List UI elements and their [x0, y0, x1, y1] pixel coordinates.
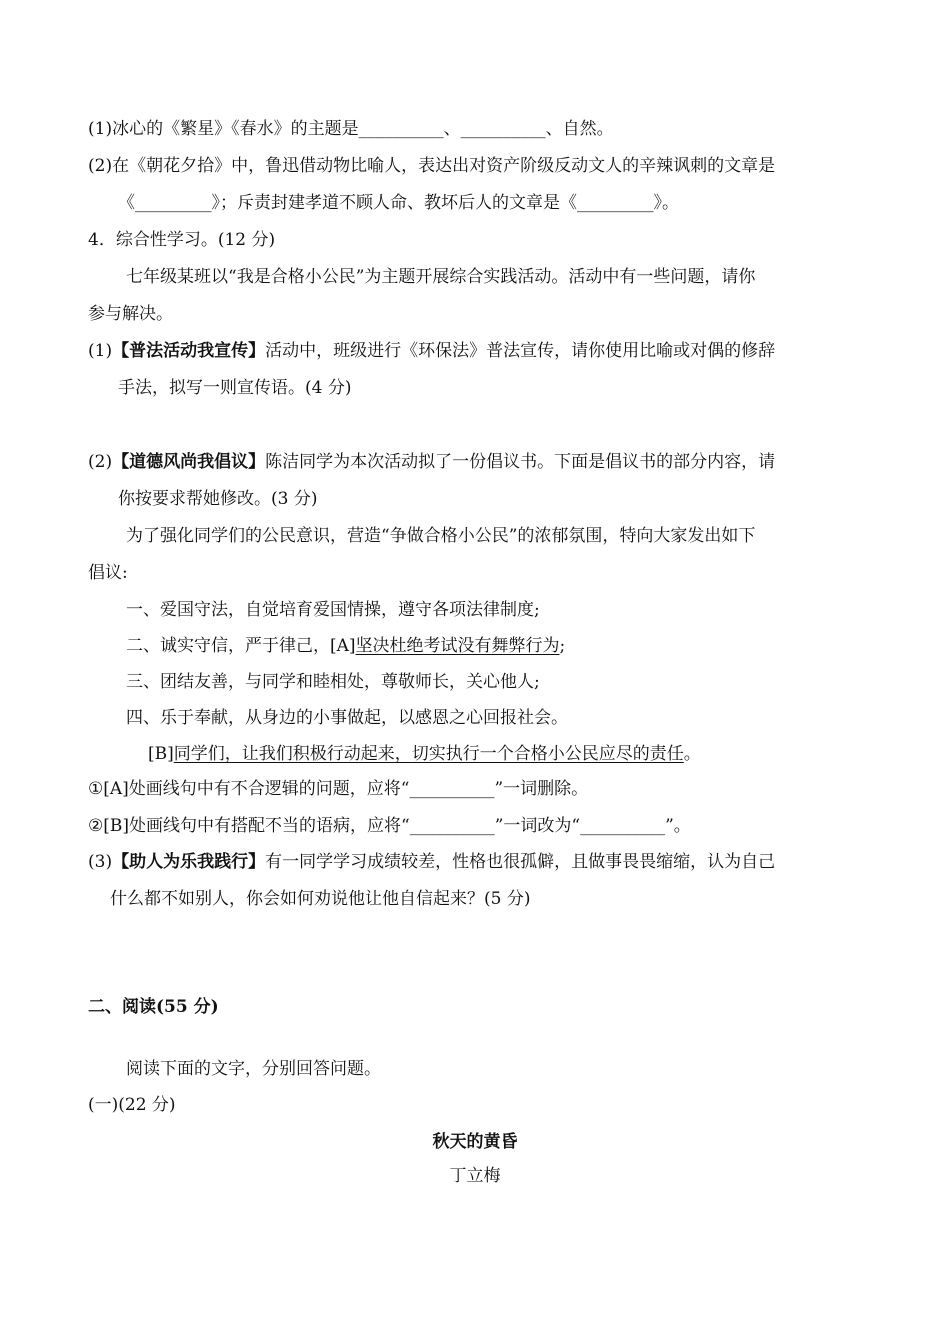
q4-sub2-line-2: 你按要求帮她修改。(3 分) [118, 489, 318, 509]
proposal-item-2-suffix: ; [559, 636, 566, 656]
proposal-item-2-prefix: 二、诚实守信，严于律己，[A] [126, 636, 356, 656]
article-title: 秋天的黄昏 [432, 1132, 518, 1152]
q4-sub1-tag: 【普法活动我宣传】 [112, 341, 266, 361]
question-b: ②[B]处画线句中有搭配不当的语病，应将“__________”一词改为“__________”。 [88, 816, 691, 836]
section-2-heading: 二、阅读(55 分) [88, 997, 219, 1017]
q4-sub2-tag: 【道德风尚我倡议】 [112, 452, 266, 472]
q4-sub2-number: (2) [88, 452, 113, 472]
proposal-item-1: 一、爱国守法，自觉培育爱国情操，遵守各项法律制度; [126, 600, 540, 620]
q3-item-2-line-2: 《_________》；斥责封建孝道不顾人命、教坏后人的文章是《_________》。 [118, 193, 679, 213]
q4-sub1-line-1 [88, 339, 775, 363]
q4-sub3-line-2: 什么都不如别人，你会如何劝说他让他自信起来？(5 分) [110, 889, 531, 909]
q3-item-1: (1)冰心的《繁星》《春水》的主题是__________、__________、自然。 [88, 119, 614, 139]
q4-sub3-number: (3) [88, 852, 113, 872]
proposal-item-b [148, 742, 701, 766]
article-author: 丁立梅 [449, 1166, 501, 1186]
q4-sub3-line-1 [88, 850, 775, 874]
q4-sub3-text: 有一同学学习成绩较差，性格也很孤僻，且做事畏畏缩缩，认为自己 [265, 852, 776, 872]
underlined-sentence-b: 同学们，让我们积极行动起来，切实执行一个合格小公民应尽的责任 [173, 744, 684, 764]
q4-sub3-tag: 【助人为乐我践行】 [112, 852, 266, 872]
proposal-item-3: 三、团结友善，与同学和睦相处，尊敬师长，关心他人; [126, 672, 540, 692]
proposal-item-b-suffix: 。 [683, 744, 701, 764]
underlined-sentence-a: 坚决杜绝考试没有舞弊行为 [355, 636, 560, 656]
question-a: ①[A]处画线句中有不合逻辑的问题，应将“__________”一词删除。 [88, 779, 589, 799]
reading-instruction: 阅读下面的文字，分别回答问题。 [126, 1059, 381, 1079]
reading-part-1-label: (一)(22 分) [88, 1095, 176, 1115]
q4-sub1-number: (1) [88, 341, 113, 361]
proposal-item-b-prefix: [B] [148, 744, 174, 764]
proposal-intro-line-2: 倡议: [88, 563, 128, 583]
proposal-intro-line-1: 为了强化同学们的公民意识，营造“争做合格小公民”的浓郁氛围，特向大家发出如下 [126, 526, 756, 546]
q4-sub1-text: 活动中，班级进行《环保法》普法宣传，请你使用比喻或对偶的修辞 [265, 341, 776, 361]
proposal-item-2 [126, 634, 565, 658]
q4-heading: 4．综合性学习。(12 分) [88, 230, 276, 250]
q4-intro-line-2: 参与解决。 [88, 304, 173, 324]
q4-intro-line-1: 七年级某班以“我是合格小公民”为主题开展综合实践活动。活动中有一些问题，请你 [126, 267, 756, 287]
q4-sub2-text: 陈洁同学为本次活动拟了一份倡议书。下面是倡议书的部分内容，请 [265, 452, 776, 472]
q3-item-2-line-1: (2)在《朝花夕拾》中，鲁迅借动物比喻人，表达出对资产阶级反动文人的辛辣讽刺的文章是 [88, 156, 776, 176]
proposal-item-4: 四、乐于奉献，从身边的小事做起，以感恩之心回报社会。 [126, 708, 568, 728]
q4-sub2-line-1 [88, 450, 775, 474]
q4-sub1-line-2: 手法，拟写一则宣传语。(4 分) [118, 378, 352, 398]
